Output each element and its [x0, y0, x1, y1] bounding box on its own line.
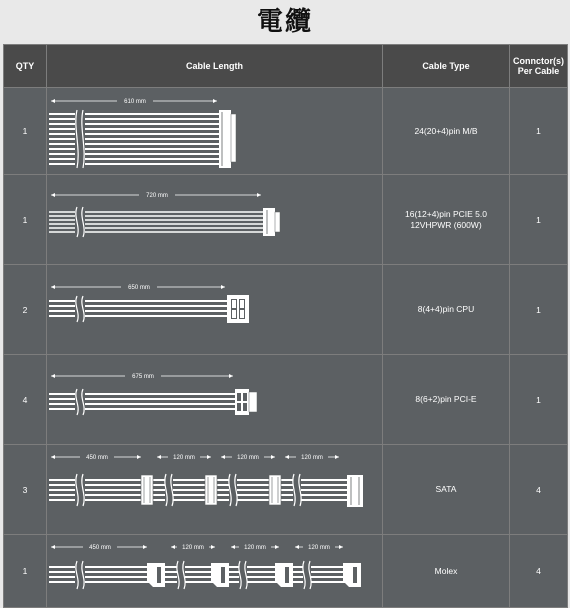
connectors-cell: 1	[510, 88, 568, 175]
cable-16pin-diagram	[47, 175, 383, 264]
cable-type-header: Cable Type	[383, 45, 510, 88]
connectors-cell: 1	[510, 175, 568, 265]
cable-length-header: Cable Length	[47, 45, 383, 88]
cable-type-label: 12VHPWR (600W)	[410, 219, 482, 230]
cable-type-cell	[383, 445, 510, 535]
table-row	[4, 535, 568, 608]
length-label: 120 mm	[244, 545, 266, 551]
cable-sata-diagram	[47, 445, 383, 534]
connectors-header-line1: Connctor(s)	[513, 56, 564, 66]
length-label: 120 mm	[182, 545, 204, 551]
cable-type-label: SATA	[435, 484, 457, 494]
cable-type-cell	[383, 88, 510, 175]
length-label: 675 mm	[132, 374, 154, 380]
connectors-cell: 1	[510, 265, 568, 355]
length-label: 120 mm	[173, 455, 195, 461]
cable-length-cell	[47, 88, 383, 175]
length-label: 450 mm	[86, 455, 108, 461]
cable-type-label: 8(4+4)pin CPU	[417, 304, 475, 314]
cable-type-cell	[383, 175, 510, 265]
qty-header: QTY	[4, 45, 47, 88]
cable-type-cell	[383, 535, 510, 608]
cable-type-label: Molex	[434, 565, 458, 576]
connectors-cell: 1	[510, 355, 568, 445]
qty-cell: 1	[4, 175, 47, 265]
connectors-cell: 4	[510, 445, 568, 535]
cable-type-cell	[383, 355, 510, 445]
table-row	[4, 175, 568, 265]
header-row	[4, 45, 568, 88]
qty-cell: 3	[4, 445, 47, 535]
cable-type-label: 24(20+4)pin M/B	[414, 125, 478, 136]
length-label: 450 mm	[89, 545, 111, 551]
qty-cell: 4	[4, 355, 47, 445]
qty-cell: 2	[4, 265, 47, 355]
cable-length-cell	[47, 445, 383, 535]
table-row	[4, 355, 568, 445]
cable-length-cell	[47, 355, 383, 445]
page-title: 電纜	[256, 7, 313, 37]
length-label: 120 mm	[301, 455, 323, 461]
qty-cell: 1	[4, 88, 47, 175]
cable-length-cell	[47, 175, 383, 265]
cable-cpu-diagram	[47, 265, 383, 354]
connectors-cell: 4	[510, 535, 568, 608]
cable-type-label: 16(12+4)pin PCIE 5.0	[405, 208, 487, 219]
table-row	[4, 445, 568, 535]
table-row	[4, 265, 568, 355]
qty-cell: 1	[4, 535, 47, 608]
length-label: 720 mm	[146, 193, 168, 199]
connectors-header	[510, 45, 568, 88]
cable-length-cell	[47, 535, 383, 608]
cable-pcie-diagram	[47, 355, 383, 444]
cable-length-cell	[47, 265, 383, 355]
length-label: 120 mm	[237, 455, 259, 461]
length-label: 610 mm	[124, 99, 146, 105]
cable-type-label: 8(6+2)pin PCI-E	[415, 394, 477, 404]
length-label: 650 mm	[128, 285, 150, 291]
table-row	[4, 88, 568, 175]
cable-molex-diagram	[47, 535, 383, 607]
length-label: 120 mm	[308, 545, 330, 551]
cable-spec-table	[3, 44, 568, 608]
connectors-header-line2: Per Cable	[517, 66, 560, 76]
cable-24pin-diagram	[47, 88, 383, 174]
cable-type-cell	[383, 265, 510, 355]
